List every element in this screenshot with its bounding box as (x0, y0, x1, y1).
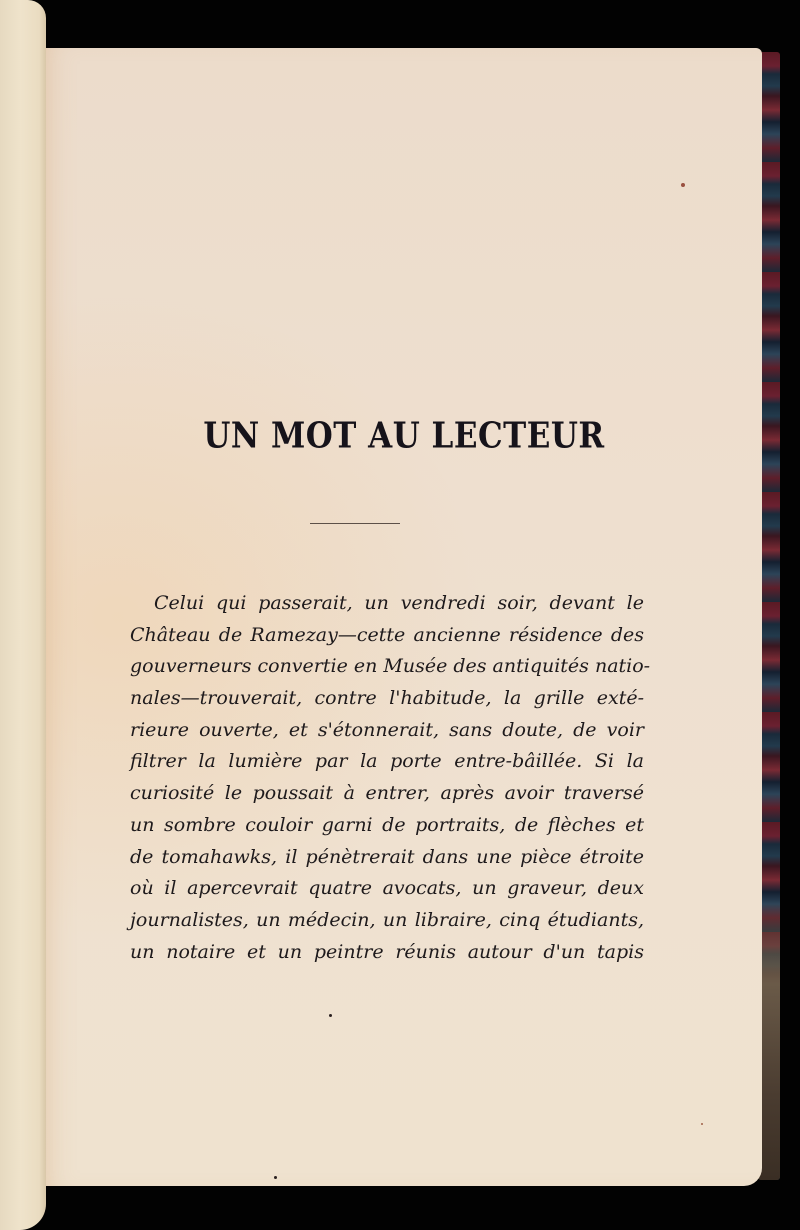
text-line: journalistes, un médecin, un libraire, cinq étudiants, (130, 908, 644, 931)
foxing-spot (681, 183, 685, 187)
text-line: un notaire et un peintre réunis autour d'un tapis (130, 940, 644, 963)
book-page (46, 48, 762, 1186)
text-line: curiosité le poussait à entrer, après avoir traversé (130, 782, 644, 805)
text-line: où il apercevrait quatre avocats, un graveur, deux (130, 877, 644, 900)
text-line: Château de Ramezay—cette ancienne résidence des (130, 623, 644, 646)
foxing-spot (701, 1123, 703, 1125)
previous-page-edge (0, 0, 46, 1230)
text-line: gouverneurs convertie en Musée des antiquités natio- (130, 655, 651, 678)
ink-speck (274, 1176, 277, 1179)
text-line: Celui qui passerait, un vendredi soir, devant le (154, 592, 644, 614)
ink-speck (329, 1014, 332, 1017)
text-line: un sombre couloir garni de portraits, de flèches et (130, 813, 644, 836)
chapter-title: UN MOT AU LECTEUR (203, 415, 605, 457)
text-line: nales—trouverait, contre l'habitude, la grille exté- (130, 687, 644, 710)
text-line: filtrer la lumière par la porte entre-bâillée. Si la (130, 750, 644, 773)
text-line: rieure ouverte, et s'étonnerait, sans doute, de voir (130, 718, 644, 741)
title-divider (310, 523, 400, 524)
text-line: de tomahawks, il pénètrerait dans une pièce étroite (130, 845, 644, 868)
body-paragraph (130, 588, 651, 968)
